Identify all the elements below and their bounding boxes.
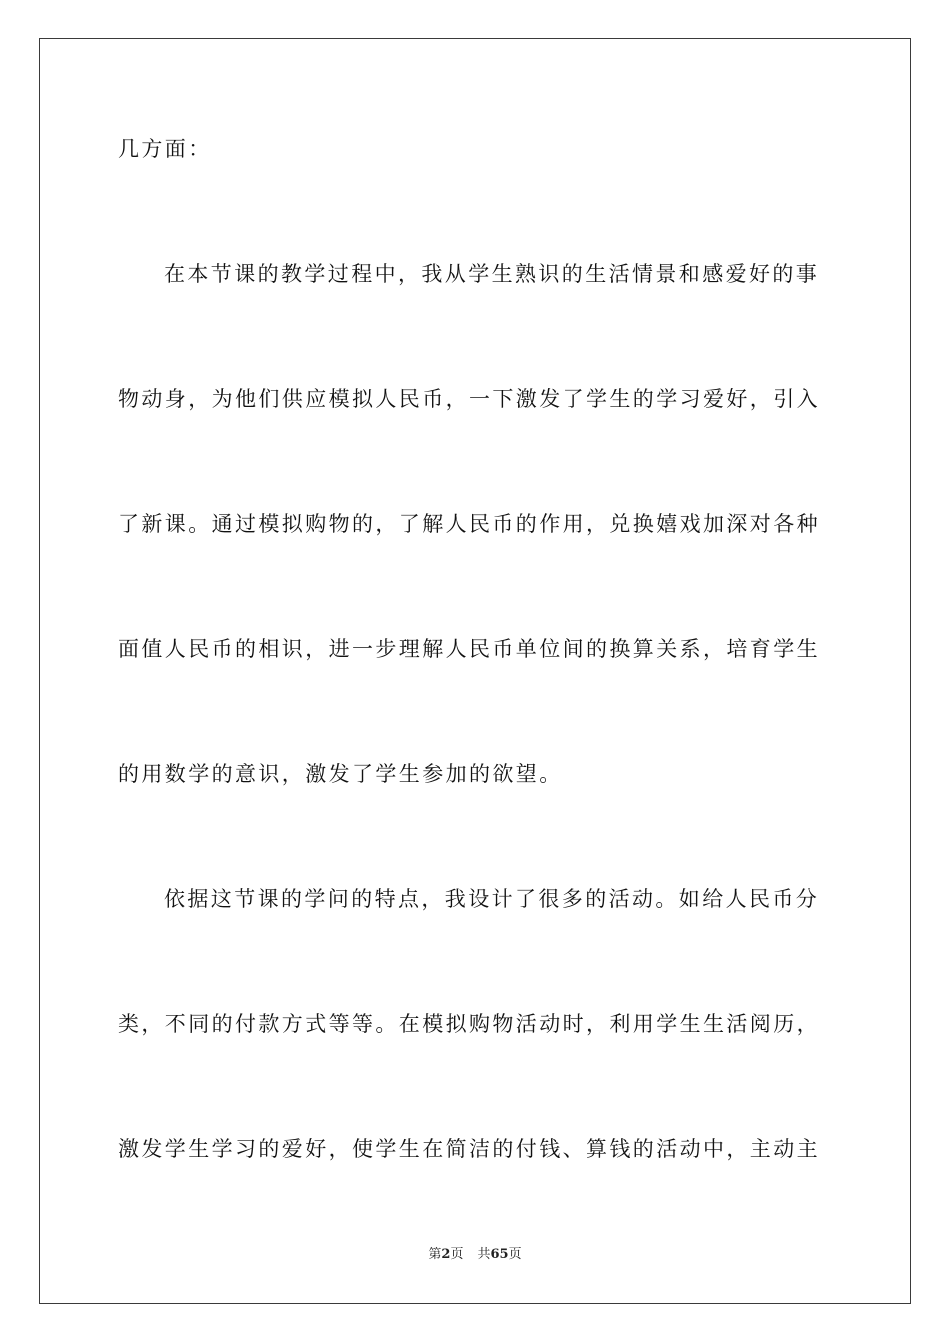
page-number: 2 <box>441 1247 451 1262</box>
text-line-2: 在本节课的教学过程中，我从学生熟识的生活情景和感爱好的事 <box>164 262 820 286</box>
total-pages: 65 <box>490 1247 509 1262</box>
text-line-9: 激发学生学习的爱好，使学生在简洁的付钱、算钱的活动中，主动主 <box>118 1137 820 1161</box>
page-footer <box>0 1247 950 1263</box>
page-suffix: 页 <box>450 1247 464 1262</box>
text-line-4: 了新课。通过模拟购物的，了解人民币的作用，兑换嬉戏加深对各种 <box>118 512 820 536</box>
text-line-3: 物动身，为他们供应模拟人民币，一下激发了学生的学习爱好，引入 <box>118 387 820 411</box>
text-line-5: 面值人民币的相识，进一步理解人民币单位间的换算关系，培育学生 <box>118 637 820 661</box>
text-line-1: 几方面： <box>118 137 212 161</box>
text-line-7: 依据这节课的学问的特点，我设计了很多的活动。如给人民币分 <box>164 887 820 911</box>
total-suffix: 页 <box>508 1247 522 1262</box>
total-prefix: 共 <box>477 1247 491 1262</box>
page-prefix: 第 <box>428 1247 442 1262</box>
page-border <box>39 38 911 1304</box>
text-line-6: 的用数学的意识，激发了学生参加的欲望。 <box>118 762 563 786</box>
text-line-8: 类，不同的付款方式等等。在模拟购物活动时，利用学生生活阅历， <box>118 1012 820 1036</box>
